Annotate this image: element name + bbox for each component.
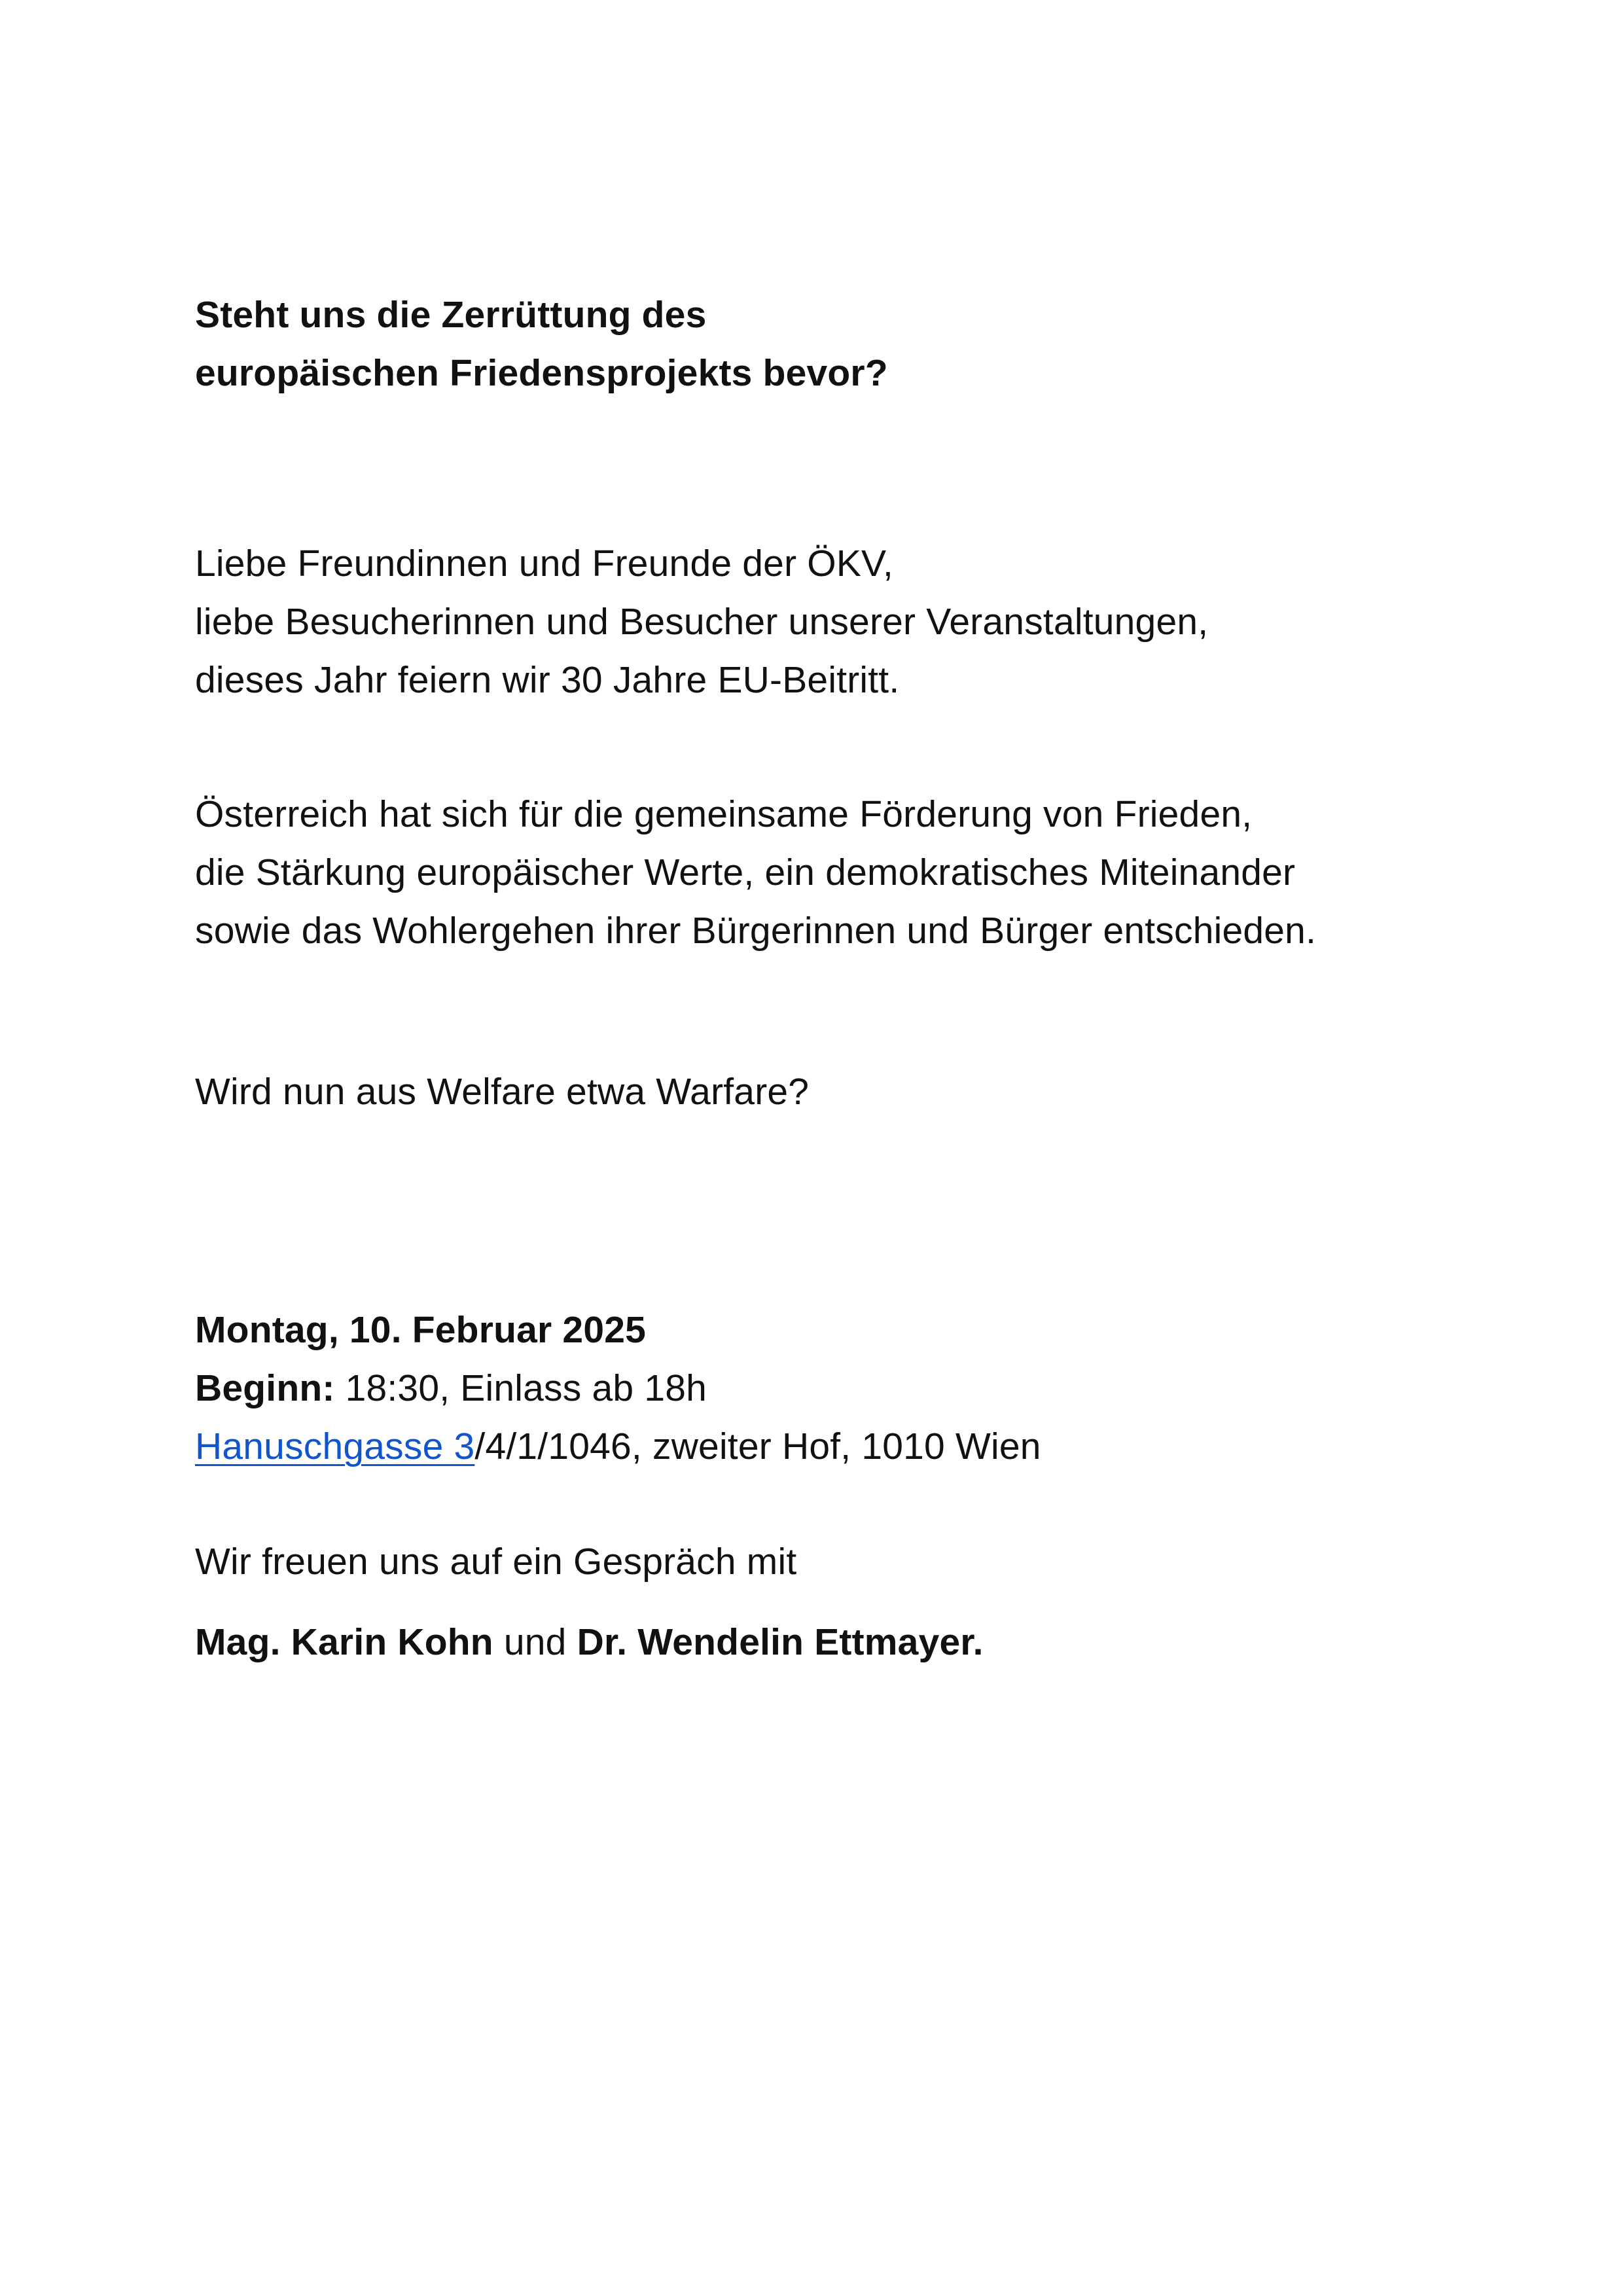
greeting-line-2: liebe Besucherinnen und Besucher unserer Veranstaltungen, (195, 601, 1209, 643)
paragraph-line-2: die Stärkung europäischer Werte, ein demokratisches Miteinander (195, 852, 1296, 893)
event-address (195, 1423, 1041, 1470)
paragraph-line-3: sowie das Wohlergehen ihrer Bürgerinnen und Bürger entschieden. (195, 910, 1317, 952)
event-start (195, 1365, 707, 1412)
event-date: Montag, 10. Februar 2025 (195, 1309, 647, 1351)
address-link[interactable]: Hanuschgasse 3 (195, 1426, 475, 1467)
speakers-line (195, 1619, 984, 1666)
speaker-1: Mag. Karin Kohn (195, 1621, 493, 1663)
event-start-label: Beginn: (195, 1367, 335, 1409)
invite-text: Wir freuen uns auf ein Gespräch mit (195, 1541, 797, 1583)
event-start-value: 18:30, Einlass ab 18h (334, 1367, 707, 1409)
paragraph-line-1: Österreich hat sich für die gemeinsame Förderung von Frieden, (195, 793, 1253, 835)
greeting-line-1: Liebe Freundinnen und Freunde der ÖKV, (195, 543, 894, 584)
greeting-line-3: dieses Jahr feiern wir 30 Jahre EU-Beitritt. (195, 659, 900, 701)
speaker-2: Dr. Wendelin Ettmayer. (577, 1621, 984, 1663)
question-text: Wird nun aus Welfare etwa Warfare? (195, 1071, 810, 1113)
speakers-connector: und (493, 1621, 577, 1663)
address-rest: /4/1/1046, zweiter Hof, 1010 Wien (474, 1426, 1041, 1467)
heading-line-1: Steht uns die Zerrüttung des (195, 294, 707, 336)
heading-line-2: europäischen Friedensprojekts bevor? (195, 352, 888, 394)
